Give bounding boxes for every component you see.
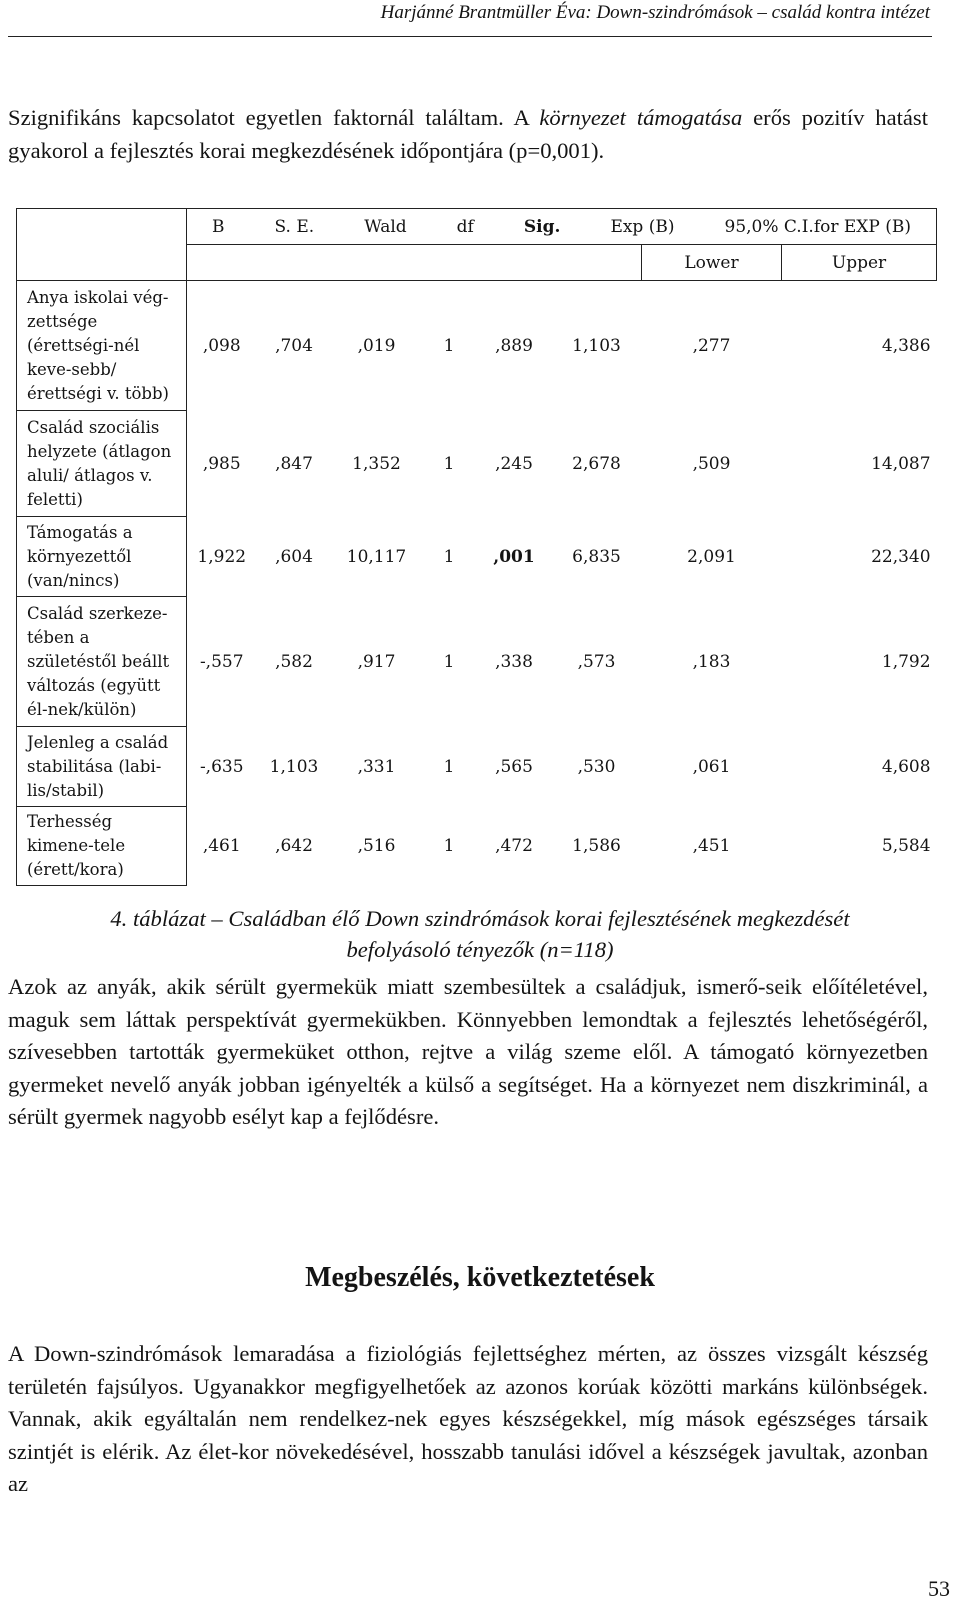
cell-lower: ,509 xyxy=(692,453,731,474)
cell-se: 1,103 xyxy=(269,756,319,777)
cell-df: 1 xyxy=(443,836,455,856)
cell-expb: 6,835 xyxy=(572,546,621,567)
subheader-blank xyxy=(187,245,642,281)
table-caption: 4. táblázat – Családban élő Down szindrómások korai fejlesztésének megkezdését befolyásoló tényezők (n=118) xyxy=(110,906,850,962)
cell-sig: ,001 xyxy=(493,546,535,567)
cell-lower: ,451 xyxy=(692,836,731,856)
table-corner xyxy=(17,209,187,281)
header-rule xyxy=(8,36,932,37)
regression-table xyxy=(16,208,937,886)
table-row xyxy=(17,517,937,597)
cell-se: ,847 xyxy=(275,453,313,474)
cell-b: -,557 xyxy=(199,651,244,672)
page-number: 53 xyxy=(928,1576,950,1601)
table-row xyxy=(17,727,937,807)
col-lower: Lower xyxy=(642,245,782,281)
cell-df: 1 xyxy=(443,651,455,672)
intro-italic: környezet támogatása xyxy=(539,105,743,130)
cell-lower: 2,091 xyxy=(687,546,736,567)
intro-text-2: erős pozitív hatást gyakorol a fejlesztés korai megkezdésének időpontjára (p=0,001). xyxy=(8,105,928,163)
cell-sig: ,338 xyxy=(495,651,533,672)
cell-wald: 10,117 xyxy=(346,546,407,567)
cell-expb: 2,678 xyxy=(572,453,621,474)
col-sig: Sig. xyxy=(523,216,561,237)
cell-upper: 14,087 xyxy=(871,453,931,474)
col-upper: Upper xyxy=(782,245,937,281)
body-paragraph: A Down-szindrómások lemaradása a fiziológiás fejlettséghez mérten, az összes vizsgált készség területén fajsúlyos. Ugyanakkor megfigyelhetőek az azonos korúak közötti markáns különbségek. Vannak, akik egyáltalán nem rendelkez-nek egyes készségekkel, míg mások egészséges társaik szintjét is elérik. Az élet-kor növekedésével, hosszabb tanulási idővel a készségek javultak, azonban az xyxy=(8,1341,928,1496)
col-ci: 95,0% C.I.for EXP (B) xyxy=(724,216,912,237)
cell-df: 1 xyxy=(443,546,455,567)
cell-expb: ,573 xyxy=(577,651,616,672)
table-row xyxy=(17,411,937,517)
cell-wald: ,516 xyxy=(357,836,396,856)
col-df: df xyxy=(456,216,474,237)
intro-paragraph xyxy=(8,102,928,167)
cell-df: 1 xyxy=(443,335,455,356)
cell-df: 1 xyxy=(443,756,455,777)
cell-wald: ,019 xyxy=(357,335,396,356)
cell-lower: ,061 xyxy=(692,756,731,777)
cell-upper: 4,386 xyxy=(881,335,931,356)
cell-sig: ,889 xyxy=(495,335,533,356)
table-row xyxy=(17,597,937,727)
row-label: Család szerkeze-tében a születéstől beállt változás (együtt él-nek/külön) xyxy=(17,597,187,727)
cell-wald: ,917 xyxy=(357,651,396,672)
cell-lower: ,183 xyxy=(692,651,731,672)
cell-se: ,704 xyxy=(275,335,313,356)
table-header-row xyxy=(187,209,937,245)
col-expb: Exp (B) xyxy=(610,216,675,237)
cell-expb: 1,586 xyxy=(572,836,621,856)
table-row xyxy=(17,281,937,411)
cell-lower: ,277 xyxy=(692,335,731,356)
cell-sig: ,472 xyxy=(495,836,533,856)
body-paragraph: Azok az anyák, akik sérült gyermekük miatt szembesültek a családjuk, ismerő-seik előítéletével, maguk sem láttak perspektívát gyermekükben. Könnyebben lemondtak a fejlesztés lehetőségéről, szívesebben tartották gyermeküket otthon, rejtve a világ szeme elől. A támogató környezetben gyermeket nevelő anyák jobban igényelték a külső a segítséget. Ha a környezet nem diszkriminál, a sérült gyermek nagyobb esélyt kap a fejlődésre. xyxy=(8,974,928,1129)
cell-upper: 4,608 xyxy=(881,756,931,777)
cell-sig: ,565 xyxy=(495,756,533,777)
row-label: Család szociális helyzete (átlagon aluli/ átlagos v. feletti) xyxy=(17,411,187,517)
cell-upper: 22,340 xyxy=(871,546,931,567)
cell-sig: ,245 xyxy=(495,453,533,474)
cell-expb: ,530 xyxy=(577,756,616,777)
row-label: Anya iskolai vég-zettsége (érettségi-nél keve-sebb/érettségi v. több) xyxy=(17,281,187,411)
col-se: S. E. xyxy=(274,216,315,237)
row-label: Terhesség kimene-tele (érett/kora) xyxy=(17,807,187,886)
intro-text-1: Szignifikáns kapcsolatot egyetlen faktornál találtam. A xyxy=(8,105,540,130)
row-label: Jelenleg a család stabilitása (labi-lis/stabil) xyxy=(17,727,187,807)
cell-b: ,985 xyxy=(202,453,241,474)
running-header xyxy=(381,2,930,24)
col-b: B xyxy=(212,216,225,237)
row-label: Támogatás a környezettől (van/nincs) xyxy=(17,517,187,597)
section-heading: Megbeszélés, következtetések xyxy=(305,1262,655,1293)
cell-se: ,604 xyxy=(275,546,313,567)
cell-b: ,461 xyxy=(202,836,241,856)
cell-upper: 5,584 xyxy=(881,836,931,856)
cell-wald: ,331 xyxy=(357,756,396,777)
cell-df: 1 xyxy=(443,453,455,474)
cell-upper: 1,792 xyxy=(881,651,931,672)
header-title: Down-szindrómások – család kontra intézet xyxy=(596,2,930,23)
cell-b: -,635 xyxy=(199,756,244,777)
cell-se: ,582 xyxy=(275,651,313,672)
col-wald: Wald xyxy=(364,216,407,237)
cell-se: ,642 xyxy=(275,836,313,856)
table-row xyxy=(17,807,937,886)
cell-b: 1,922 xyxy=(197,546,247,567)
header-author: Harjánné Brantmüller Éva: xyxy=(380,2,592,23)
cell-b: ,098 xyxy=(202,335,241,356)
cell-expb: 1,103 xyxy=(572,335,621,356)
cell-wald: 1,352 xyxy=(352,453,401,474)
